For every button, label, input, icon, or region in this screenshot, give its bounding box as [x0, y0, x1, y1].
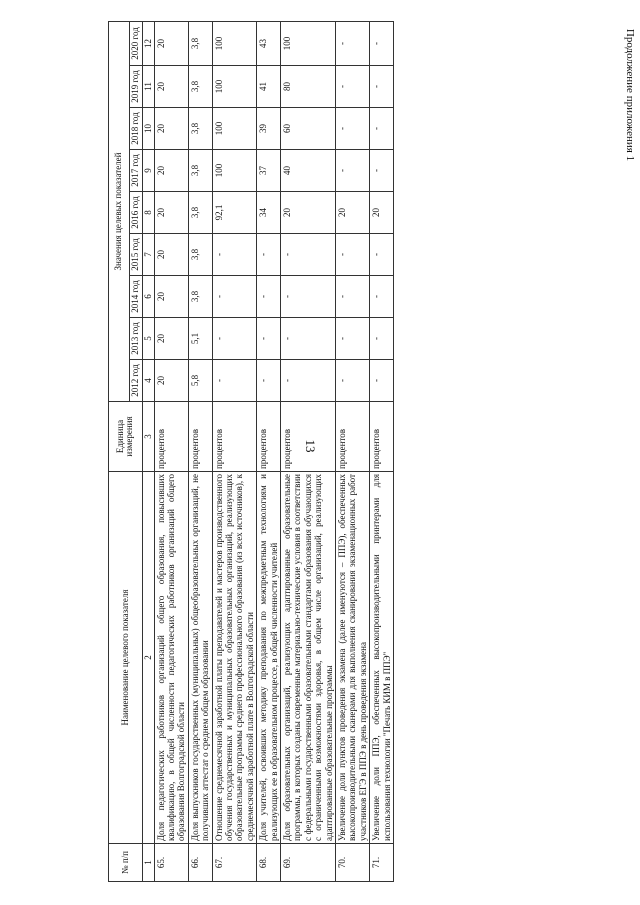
year-header: 2016 год	[130, 192, 143, 234]
unit-cell: процентов	[212, 402, 257, 472]
value-cell: 39	[257, 108, 281, 150]
value-cell: 20	[154, 66, 188, 108]
table-row	[257, 21, 281, 881]
value-cell: -	[370, 360, 394, 402]
column-index: 12	[142, 21, 154, 65]
value-cell: 3,8	[188, 192, 212, 234]
unit-cell: процентов	[280, 402, 335, 472]
value-cell: 20	[154, 276, 188, 318]
table-row	[336, 21, 370, 881]
value-cell: -	[370, 21, 394, 65]
table-row	[154, 21, 188, 881]
header-name: Наименование целевого показателя	[109, 472, 143, 844]
value-cell: -	[370, 150, 394, 192]
column-index: 7	[142, 234, 154, 276]
row-number: 70.	[336, 844, 370, 882]
value-cell: -	[336, 276, 370, 318]
value-cell: -	[280, 318, 335, 360]
row-number: 65.	[154, 844, 188, 882]
continuation-label: Продолжение приложения 1	[624, 28, 636, 162]
value-cell: 20	[154, 150, 188, 192]
value-cell: -	[257, 234, 281, 276]
value-cell: 3,8	[188, 21, 212, 65]
indicator-name: Доля выпускников государственных (муниципальных) общеобразовательных организаций, не получивших аттестат о среднем общем образовании	[188, 472, 212, 844]
value-cell: 80	[280, 66, 335, 108]
value-cell: 37	[257, 150, 281, 192]
year-header: 2013 год	[130, 318, 143, 360]
value-cell: 3,8	[188, 234, 212, 276]
value-cell: 100	[280, 21, 335, 65]
indicator-name: Доля образовательных организаций, реализующих адаптированные образовательные программы, в которых созданы современные материально-технические условия в соответствии с федеральными государственными образовательными стандартами образования обучающихся с ограниченными возможностями здоровья, в общем числе организаций, реализующих адаптированные образовательные программы	[280, 472, 335, 844]
indicator-table	[108, 21, 394, 882]
table-row	[188, 21, 212, 881]
value-cell: 20	[154, 360, 188, 402]
value-cell: -	[212, 360, 257, 402]
value-cell: 100	[212, 21, 257, 65]
value-cell: -	[336, 318, 370, 360]
unit-cell: процентов	[188, 402, 212, 472]
column-index: 5	[142, 318, 154, 360]
value-cell: -	[336, 108, 370, 150]
value-cell: -	[257, 360, 281, 402]
column-index: 1	[142, 844, 154, 882]
column-index: 8	[142, 192, 154, 234]
header-values-group: Значения целевых показателей	[109, 21, 130, 401]
year-header: 2020 год	[130, 21, 143, 65]
value-cell: -	[370, 276, 394, 318]
column-index: 3	[142, 402, 154, 472]
unit-cell: процентов	[370, 402, 394, 472]
table-row	[370, 21, 394, 881]
unit-cell: процентов	[336, 402, 370, 472]
header-unit: Единица измерения	[109, 402, 143, 472]
indicator-name: Отношение среднемесячной заработной платы преподавателей и мастеров производственного обучения государственных и муниципальных образовательных организаций, реализующих образовательные программы среднего профессионального образования (из всех источников), к среднемесячной заработной плате в Волгоградской области	[212, 472, 257, 844]
year-header: 2019 год	[130, 66, 143, 108]
column-index: 9	[142, 150, 154, 192]
column-index: 11	[142, 66, 154, 108]
year-header: 2017 год	[130, 150, 143, 192]
row-number: 68.	[257, 844, 281, 882]
value-cell: -	[212, 318, 257, 360]
value-cell: 20	[280, 192, 335, 234]
value-cell: 100	[212, 108, 257, 150]
value-cell: -	[336, 360, 370, 402]
value-cell: 20	[370, 192, 394, 234]
year-header: 2015 год	[130, 234, 143, 276]
column-index: 2	[142, 472, 154, 844]
value-cell: 20	[154, 234, 188, 276]
value-cell: -	[280, 276, 335, 318]
row-number: 67.	[212, 844, 257, 882]
value-cell: -	[370, 318, 394, 360]
value-cell: -	[336, 21, 370, 65]
value-cell: 100	[212, 150, 257, 192]
value-cell: 20	[154, 21, 188, 65]
indicator-name: Увеличение доли ППЭ, обеспеченных высокопроизводительными принтерами для использования технологии "Печать КИМ в ППЭ"	[370, 472, 394, 844]
value-cell: 3,8	[188, 150, 212, 192]
value-cell: 3,8	[188, 276, 212, 318]
value-cell: 92,1	[212, 192, 257, 234]
value-cell: 41	[257, 66, 281, 108]
column-index: 10	[142, 108, 154, 150]
indicator-name: Увеличение доли пунктов проведения экзамена (далее именуются – ППЭ), обеспеченных высокопроизводительными сканерами для выполнения сканирования экзаменационных работ участников ЕГЭ в ППЭ в день проведения экзамена	[336, 472, 370, 844]
year-header: 2018 год	[130, 108, 143, 150]
value-cell: -	[370, 66, 394, 108]
value-cell: -	[370, 234, 394, 276]
table-row	[212, 21, 257, 881]
value-cell: 5,1	[188, 318, 212, 360]
value-cell: -	[257, 276, 281, 318]
value-cell: 43	[257, 21, 281, 65]
value-cell: -	[212, 234, 257, 276]
row-number: 71.	[370, 844, 394, 882]
value-cell: 20	[154, 318, 188, 360]
value-cell: -	[280, 234, 335, 276]
page-number: 13	[303, 439, 318, 453]
column-index: 4	[142, 360, 154, 402]
value-cell: 34	[257, 192, 281, 234]
value-cell: 20	[154, 192, 188, 234]
table-body	[154, 21, 394, 881]
value-cell: -	[280, 360, 335, 402]
value-cell: -	[257, 318, 281, 360]
value-cell: -	[212, 276, 257, 318]
value-cell: -	[336, 66, 370, 108]
value-cell: 3,8	[188, 108, 212, 150]
value-cell: 5,8	[188, 360, 212, 402]
row-number: 66.	[188, 844, 212, 882]
year-header: 2012 год	[130, 360, 143, 402]
column-index: 6	[142, 276, 154, 318]
unit-cell: процентов	[154, 402, 188, 472]
indicator-name: Доля педагогических работников организаций общего образования, повысивших квалификацию, в общей численности педагогических работников организаций общего образования Волгоградской области	[154, 472, 188, 844]
value-cell: 20	[336, 192, 370, 234]
indicator-name: Доля учителей, освоивших методику преподавания по межпредметным технологиям и реализующих ее в образовательном процессе, в общей численности учителей	[257, 472, 281, 844]
rotated-table-container	[108, 22, 632, 882]
year-header: 2014 год	[130, 276, 143, 318]
value-cell: 100	[212, 66, 257, 108]
value-cell: -	[336, 150, 370, 192]
value-cell: 20	[154, 108, 188, 150]
value-cell: -	[336, 234, 370, 276]
column-index-row	[142, 21, 154, 881]
value-cell: 60	[280, 108, 335, 150]
row-number: 69.	[280, 844, 335, 882]
table-row	[280, 21, 335, 881]
header-num: № п/п	[109, 844, 143, 882]
value-cell: -	[370, 108, 394, 150]
unit-cell: процентов	[257, 402, 281, 472]
value-cell: 40	[280, 150, 335, 192]
value-cell: 3,8	[188, 66, 212, 108]
